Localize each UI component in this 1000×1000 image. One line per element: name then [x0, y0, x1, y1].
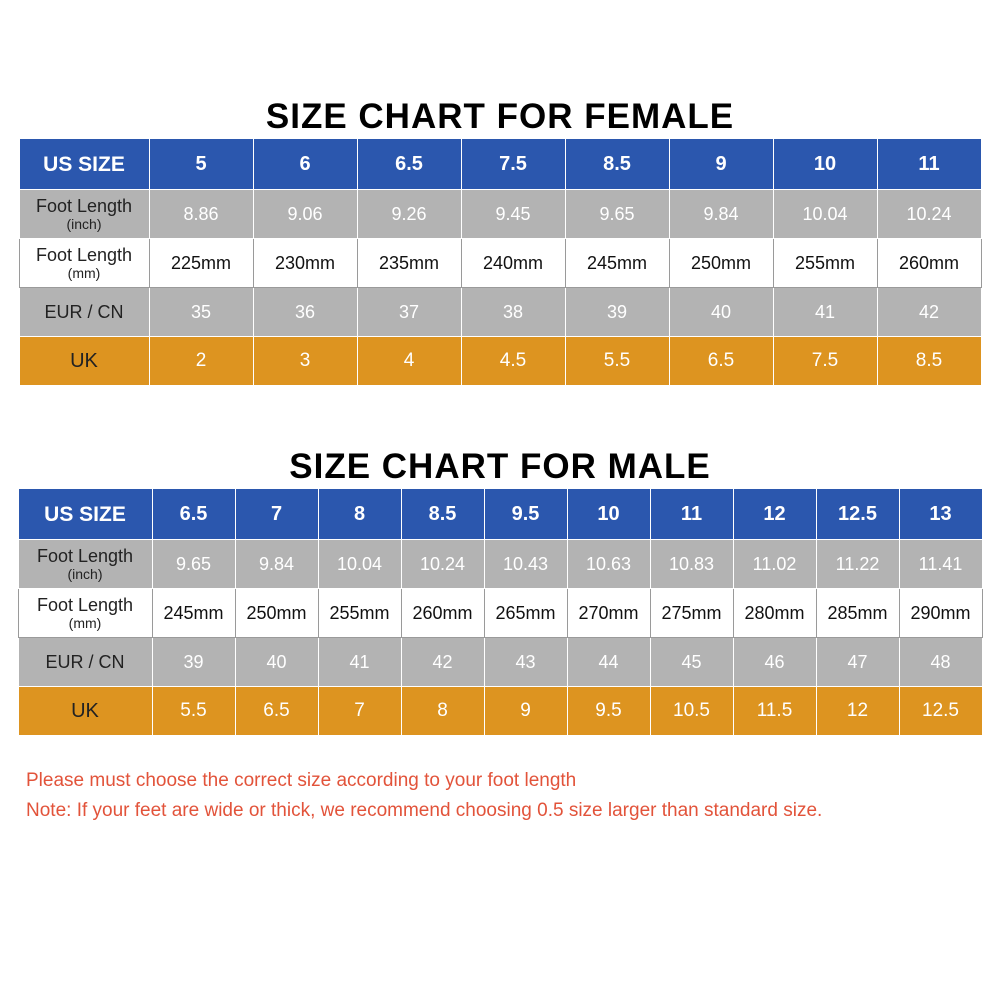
female-cell: 2	[149, 337, 253, 386]
notes-block	[0, 766, 1000, 826]
male-cell: 6.5	[235, 687, 318, 736]
female-cell: 6	[253, 139, 357, 190]
female-cell: 9	[669, 139, 773, 190]
female-cell: 3	[253, 337, 357, 386]
female-cell: 8.5	[565, 139, 669, 190]
female-chart-title: SIZE CHART FOR FEMALE	[265, 97, 735, 136]
female-cell: 9.26	[357, 190, 461, 239]
female-table-body	[19, 139, 981, 386]
male-cell: 9.65	[152, 540, 235, 589]
female-cell: 230mm	[253, 239, 357, 288]
female-cell: 10.04	[773, 190, 877, 239]
male-row-label	[18, 589, 152, 638]
male-cell: 270mm	[567, 589, 650, 638]
female-cell: 6.5	[357, 139, 461, 190]
male-table-row	[18, 489, 982, 540]
female-cell: 250mm	[669, 239, 773, 288]
male-cell: 9	[484, 687, 567, 736]
male-cell: 6.5	[152, 489, 235, 540]
male-cell: 5.5	[152, 687, 235, 736]
male-cell: 12	[816, 687, 899, 736]
male-table-row	[18, 638, 982, 687]
male-cell: 47	[816, 638, 899, 687]
female-cell: 40	[669, 288, 773, 337]
female-table-row	[19, 337, 981, 386]
female-cell: 9.84	[669, 190, 773, 239]
note-line-1: Please must choose the correct size according to your foot length	[26, 770, 577, 791]
female-row-sublabel-text: (inch)	[66, 216, 102, 232]
female-cell: 9.65	[565, 190, 669, 239]
male-cell: 10.24	[401, 540, 484, 589]
female-table-row	[19, 288, 981, 337]
male-cell: 10.5	[650, 687, 733, 736]
male-cell: 12.5	[899, 687, 982, 736]
female-row-sublabel-text: (mm)	[67, 265, 101, 281]
male-size-table	[18, 488, 983, 736]
female-cell: 245mm	[565, 239, 669, 288]
female-cell: 10.24	[877, 190, 981, 239]
male-table-body	[18, 489, 982, 736]
female-cell: 42	[877, 288, 981, 337]
male-cell: 10.43	[484, 540, 567, 589]
female-cell: 4.5	[461, 337, 565, 386]
female-cell: 260mm	[877, 239, 981, 288]
male-cell: 46	[733, 638, 816, 687]
female-cell: 4	[357, 337, 461, 386]
male-cell: 245mm	[152, 589, 235, 638]
female-row-label: US SIZE	[19, 139, 149, 190]
male-cell: 13	[899, 489, 982, 540]
male-cell: 10	[567, 489, 650, 540]
male-cell: 41	[318, 638, 401, 687]
male-chart-title: SIZE CHART FOR MALE	[289, 447, 711, 486]
female-cell: 5	[149, 139, 253, 190]
male-cell: 10.83	[650, 540, 733, 589]
male-cell: 42	[401, 638, 484, 687]
male-table-row	[18, 540, 982, 589]
male-cell: 12	[733, 489, 816, 540]
female-cell: 240mm	[461, 239, 565, 288]
female-row-label	[19, 239, 149, 288]
female-cell: 255mm	[773, 239, 877, 288]
male-cell: 11	[650, 489, 733, 540]
male-row-label: US SIZE	[18, 489, 152, 540]
male-cell: 45	[650, 638, 733, 687]
male-cell: 10.63	[567, 540, 650, 589]
male-cell: 11.02	[733, 540, 816, 589]
male-cell: 8	[401, 687, 484, 736]
female-row-label-text: Foot Length	[35, 245, 133, 265]
female-cell: 7.5	[773, 337, 877, 386]
female-cell: 5.5	[565, 337, 669, 386]
female-cell: 10	[773, 139, 877, 190]
female-row-label	[19, 190, 149, 239]
male-table-row	[18, 687, 982, 736]
female-table-row	[19, 239, 981, 288]
male-cell: 48	[899, 638, 982, 687]
male-cell: 8	[318, 489, 401, 540]
male-cell: 9.5	[567, 687, 650, 736]
male-cell: 8.5	[401, 489, 484, 540]
female-row-label: EUR / CN	[19, 288, 149, 337]
female-cell: 37	[357, 288, 461, 337]
male-cell: 255mm	[318, 589, 401, 638]
male-cell: 9.84	[235, 540, 318, 589]
male-table-row	[18, 589, 982, 638]
male-row-label-text: Foot Length	[36, 595, 134, 615]
male-cell: 7	[235, 489, 318, 540]
female-cell: 11	[877, 139, 981, 190]
male-row-label	[18, 540, 152, 589]
female-table-row	[19, 139, 981, 190]
female-cell: 9.45	[461, 190, 565, 239]
female-cell: 7.5	[461, 139, 565, 190]
male-cell: 11.22	[816, 540, 899, 589]
female-table-row	[19, 190, 981, 239]
male-cell: 265mm	[484, 589, 567, 638]
male-cell: 280mm	[733, 589, 816, 638]
female-cell: 39	[565, 288, 669, 337]
male-cell: 290mm	[899, 589, 982, 638]
female-cell: 35	[149, 288, 253, 337]
male-row-sublabel-text: (mm)	[68, 615, 102, 631]
male-row-sublabel-text: (inch)	[67, 566, 103, 582]
female-cell: 38	[461, 288, 565, 337]
female-cell: 235mm	[357, 239, 461, 288]
male-cell: 44	[567, 638, 650, 687]
male-cell: 43	[484, 638, 567, 687]
male-cell: 11.5	[733, 687, 816, 736]
male-row-label: EUR / CN	[18, 638, 152, 687]
male-cell: 39	[152, 638, 235, 687]
female-row-label-text: Foot Length	[35, 196, 133, 216]
male-cell: 12.5	[816, 489, 899, 540]
female-cell: 41	[773, 288, 877, 337]
male-cell: 9.5	[484, 489, 567, 540]
male-row-label-text: Foot Length	[36, 546, 134, 566]
male-cell: 285mm	[816, 589, 899, 638]
female-cell: 6.5	[669, 337, 773, 386]
male-row-label: UK	[18, 687, 152, 736]
male-cell: 275mm	[650, 589, 733, 638]
male-cell: 7	[318, 687, 401, 736]
female-cell: 9.06	[253, 190, 357, 239]
male-cell: 40	[235, 638, 318, 687]
female-size-table	[19, 138, 982, 386]
male-cell: 10.04	[318, 540, 401, 589]
female-cell: 8.86	[149, 190, 253, 239]
male-cell: 250mm	[235, 589, 318, 638]
male-cell: 260mm	[401, 589, 484, 638]
female-row-label: UK	[19, 337, 149, 386]
note-line-2: Note: If your feet are wide or thick, we recommend choosing 0.5 size larger than standard size.	[26, 800, 823, 821]
female-cell: 8.5	[877, 337, 981, 386]
female-cell: 225mm	[149, 239, 253, 288]
female-cell: 36	[253, 288, 357, 337]
male-cell: 11.41	[899, 540, 982, 589]
